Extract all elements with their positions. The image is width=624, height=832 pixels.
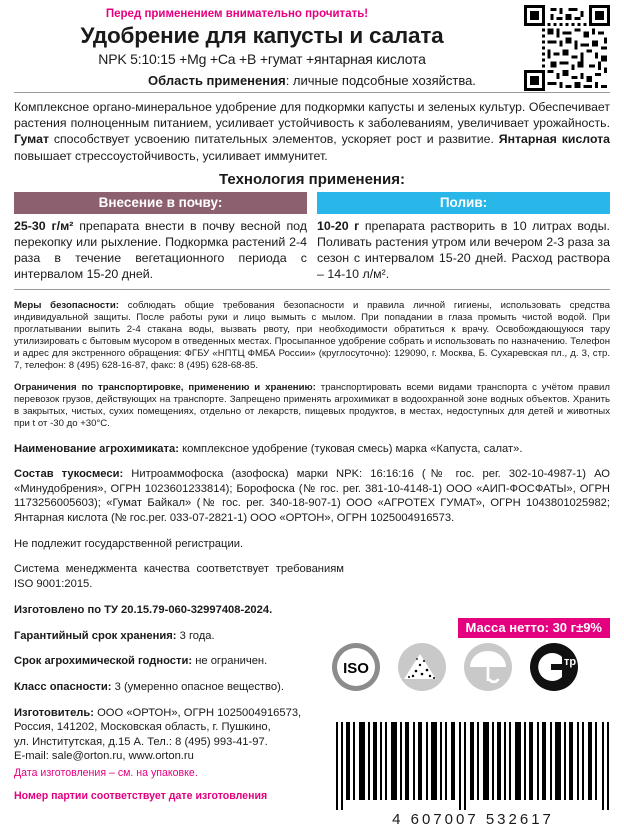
registration-line: Не подлежит государственной регистрации. bbox=[14, 537, 244, 550]
manufacturer-line3: ул. Институтская, д.15 А. Тел.: 8 (495) 993-41-97. bbox=[14, 735, 268, 748]
title-block bbox=[14, 23, 610, 67]
svg-text:тр: тр bbox=[564, 656, 577, 668]
technology-title: Технология применения: bbox=[219, 170, 405, 188]
shelf-life-label: Гарантийный срок хранения: bbox=[14, 629, 177, 642]
hazard-class-label: Класс опасности: bbox=[14, 681, 112, 694]
shelf-life-line bbox=[14, 629, 344, 644]
column-water-header: Полив: bbox=[317, 192, 610, 214]
batch-note: Номер партии соответствует дате изготовления bbox=[14, 789, 268, 802]
divider-mid bbox=[14, 289, 610, 290]
umbrella-keep-dry-icon bbox=[462, 641, 514, 693]
composition-paragraph bbox=[14, 467, 610, 525]
application-columns bbox=[14, 192, 610, 283]
granule-pile-icon bbox=[396, 641, 448, 693]
safety-label: Меры безопасности: bbox=[14, 299, 119, 311]
barcode-block bbox=[334, 722, 612, 828]
tu-line bbox=[14, 603, 344, 618]
svg-text:ISO: ISO bbox=[343, 660, 369, 677]
warning-banner: Перед применением внимательно прочитать! bbox=[105, 8, 369, 20]
net-mass-badge: Масса нетто: 30 г±9% bbox=[458, 618, 610, 638]
product-name-paragraph bbox=[14, 442, 610, 457]
barcode-image bbox=[334, 722, 612, 810]
iso-icon bbox=[330, 641, 382, 693]
barcode-digits: 4 607007 532617 bbox=[392, 811, 554, 828]
agro-term-line bbox=[14, 654, 344, 669]
scope-label: Область применения bbox=[148, 73, 286, 88]
composition-text: Нитроаммофоска (азофоска) марки NPK: 16:16:16 (№ гос. рег. 302-10-4987-1) АО «Минудобрения», ОГРН 1023601233814); Борофоска (№ гос. рег. 381-10-4148-1) ООО «АИП-ФОСФАТЫ», ОГРН 1173256005603); «Гумат Байкал» (№ гос. рег. 340-18-907-1) ООО «АГРОТЕХ ГУМАТ», ОГРН 1043801025982; Янтарная кислота (№ гос.рег. 033-07-2821-1) ООО «ОРТОН», ОГРН 1025004916573. bbox=[14, 468, 610, 524]
qr-code bbox=[524, 5, 610, 91]
manufacturer-line bbox=[14, 706, 344, 764]
shelf-life-value: 3 года. bbox=[176, 629, 215, 642]
iso-line: Система менеджмента качества соответствует требованиям ISO 9001:2015. bbox=[14, 563, 344, 591]
eac-mark-icon bbox=[528, 641, 580, 693]
manufacturer-email: E-mail: sale@orton.ru, www.orton.ru bbox=[14, 750, 194, 763]
tu-label: Изготовлено по ТУ bbox=[14, 603, 122, 616]
divider-top bbox=[14, 92, 610, 93]
intro-paragraph: Комплексное органо-минеральное удобрение для подкормки капусты и зеленых культур. Обеспечивает растения полноценным питанием, усиливает устойчивость к заболеваниям, увеличивает урожайность. Гумат способствует усвоению питательных элементов, ускоряет рост и развитие. Янтарная кислота повышает стрессоустойчивость, усиливает иммунитет. bbox=[14, 100, 611, 163]
lower-text-block bbox=[14, 537, 344, 802]
hazard-class-value: 3 (умеренно опасное вещество). bbox=[111, 681, 284, 694]
product-name-text: комплексное удобрение (туковая смесь) марка «Капуста, салат». bbox=[178, 442, 523, 455]
safety-text: соблюдать общие требования безопасности и правила личной гигиены, использовать средства индивидуальной защиты. После работы руки и лицо вымыть с мылом. При попадании в глаза промыть чистой водой. При проглатывании выпить 2-4 стакана воды, вызвать рвоту, при необходимости обратиться к врачу. Освобождающуюся тару утилизировать с бытовым мусором в отведенных местах. Просыпанное удобрение собрать и использовать по назначению. Телефон и адрес для экстренного обращения: ФГБУ «НПТЦ ФМБА России» (круглосуточно): 129090, г. Москва, Б. Сухаревская пл., д. 3, стр. 7, телефон: 8 (495) 628-16-87, факс: 8 (495) 628-68-85. bbox=[14, 299, 610, 372]
manufacturer-label: Изготовитель: bbox=[14, 706, 94, 719]
water-text: препарата растворить в 10 литрах воды. Поливать растения утром или вечером 2-3 раза за сезон с интервалом 15-20 дней. Расход раствора – 14-10 л/м². bbox=[317, 218, 610, 281]
column-water-body bbox=[317, 219, 610, 283]
manufacturer-line2: Россия, 141202, Московская область, г. Пушкино, bbox=[14, 721, 271, 734]
page-title: Удобрение для капусты и салата bbox=[80, 23, 444, 48]
tu-value: 20.15.79-060-32997408-2024. bbox=[121, 603, 273, 616]
soil-text: препарата внести в почву весной под перекопку или рыхление. Подкормка растений 2-4 раза в течение вегетационного периода с интервалом 15-20 дней. bbox=[14, 218, 307, 281]
column-soil-header: Внесение в почву: bbox=[14, 192, 307, 214]
scope-line bbox=[14, 73, 610, 88]
soil-dose: 25-30 г/м² bbox=[14, 218, 74, 233]
transport-paragraph bbox=[14, 382, 610, 430]
composition-label: Состав тукосмеси: bbox=[14, 468, 124, 481]
transport-label: Ограничения по транспортировке, применению и хранению: bbox=[14, 382, 316, 394]
column-soil bbox=[14, 192, 307, 283]
column-water bbox=[317, 192, 610, 283]
manufacturer-line1: ООО «ОРТОН», ОГРН 1025004916573, bbox=[94, 706, 302, 719]
agro-term-value: не ограничен. bbox=[192, 655, 268, 668]
water-dose: 10-20 г bbox=[317, 218, 360, 233]
transport-text: транспортировать всеми видами транспорта с учётом правил перевозок грузов, действующих на транспорте. Запрещено применять агрохимикат в водоохранной зоне водных объектов. Хранить в закрытых, чистых, сухих помещениях, отдельно от лекарств, пищевых продуктов, в местах, недоступных для детей и животных при t от -30 до +30°С. bbox=[14, 382, 610, 430]
safety-paragraph bbox=[14, 300, 610, 372]
hazard-class-line bbox=[14, 680, 344, 695]
product-name-label: Наименование агрохимиката: bbox=[14, 442, 179, 455]
date-note: Дата изготовления – см. на упаковке. bbox=[14, 767, 198, 780]
npk-formula: NPK 5:10:15 +Mg +Ca +B +гумат +янтарная кислота bbox=[98, 51, 426, 67]
scope-value: : личные подсобные хозяйства. bbox=[285, 73, 476, 88]
certification-icons bbox=[330, 640, 610, 694]
column-soil-body bbox=[14, 219, 307, 283]
agro-term-label: Срок агрохимической годности: bbox=[14, 655, 193, 668]
